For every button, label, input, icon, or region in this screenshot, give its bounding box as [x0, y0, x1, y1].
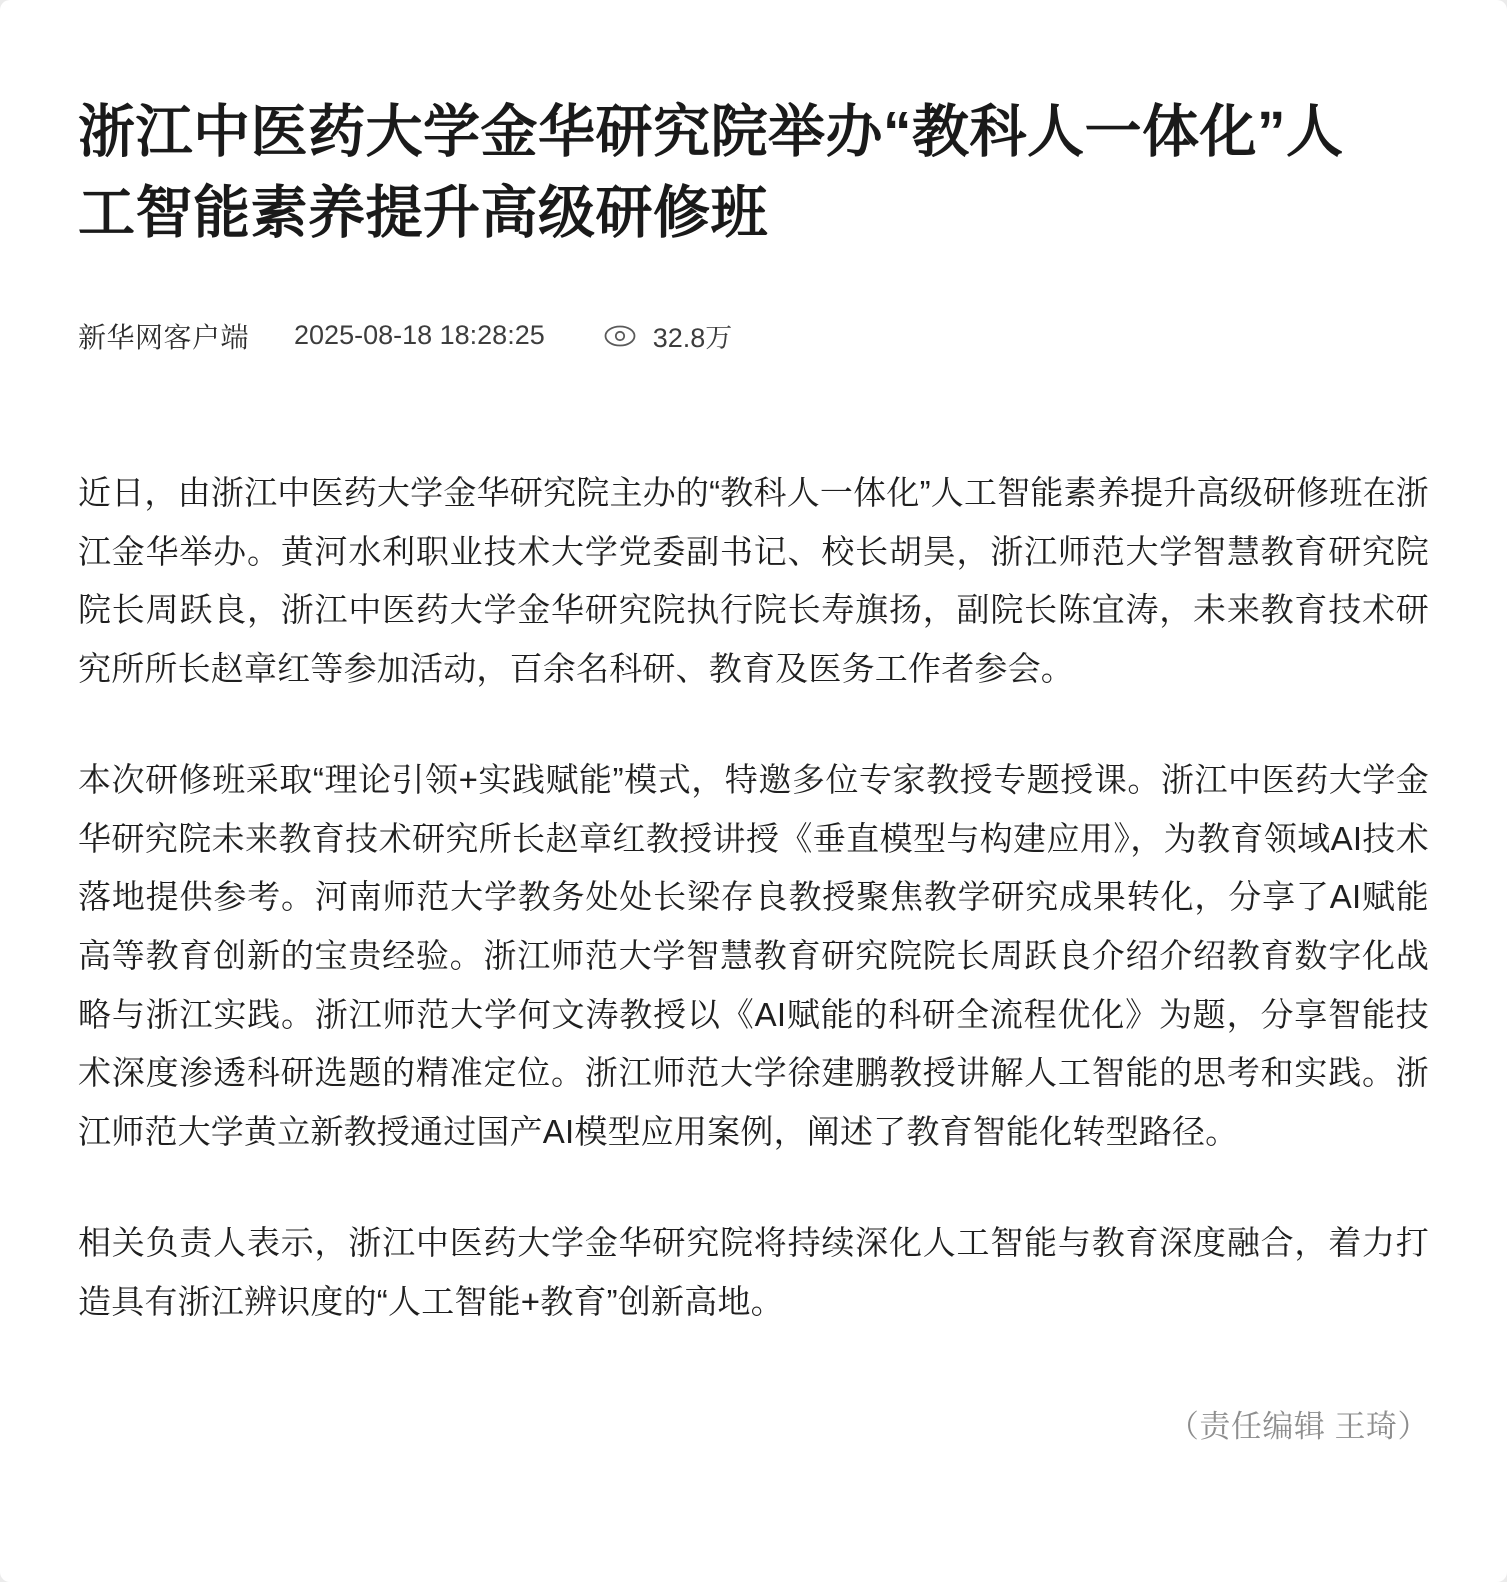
- view-count-group: [603, 316, 733, 355]
- article-paragraph: 本次研修班采取“理论引领+实践赋能”模式，特邀多位专家教授专题授课。浙江中医药大学金华研究院未来教育技术研究所长赵章红教授讲授《垂直模型与构建应用》，为教育领域AI技术落地提供参考。河南师范大学教务处处长梁存良教授聚焦教学研究成果转化，分享了AI赋能高等教育创新的宝贵经验。浙江师范大学智慧教育研究院院长周跃良介绍介绍教育数字化战略与浙江实践。浙江师范大学何文涛教授以《AI赋能的科研全流程优化》为题，分享智能技术深度渗透科研选题的精准定位。浙江师范大学徐建鹏教授讲解人工智能的思考和实践。浙江师范大学黄立新教授通过国产AI模型应用案例，阐述了教育智能化转型路径。: [78, 760, 1429, 1151]
- article-paragraph: 近日，由浙江中医药大学金华研究院主办的“教科人一体化”人工智能素养提升高级研修班在浙江金华举办。黄河水利职业技术大学党委副书记、校长胡昊，浙江师范大学智慧教育研究院院长周跃良，浙江中医药大学金华研究院执行院长寿旗扬，副院长陈宜涛，未来教育技术研究所所长赵章红等参加活动，百余名科研、教育及医务工作者参会。: [78, 473, 1429, 688]
- eye-icon: [603, 319, 637, 353]
- article-body: [78, 464, 1429, 1332]
- article-paragraph: 相关负责人表示，浙江中医药大学金华研究院将持续深化人工智能与教育深度融合，着力打造具有浙江辨识度的“人工智能+教育”创新高地。: [78, 1223, 1429, 1320]
- view-count: 32.8万: [652, 323, 733, 354]
- editor-note: （责任编辑 王琦）: [1167, 1409, 1429, 1445]
- article-source[interactable]: 新华网客户端: [78, 321, 250, 353]
- article-meta: [78, 316, 1429, 356]
- article-timestamp: 2025-08-18 18:28:25: [294, 320, 545, 351]
- page-title: 浙江中医药大学金华研究院举办“教科人一体化”人工智能素养提升高级研修班: [78, 100, 1344, 245]
